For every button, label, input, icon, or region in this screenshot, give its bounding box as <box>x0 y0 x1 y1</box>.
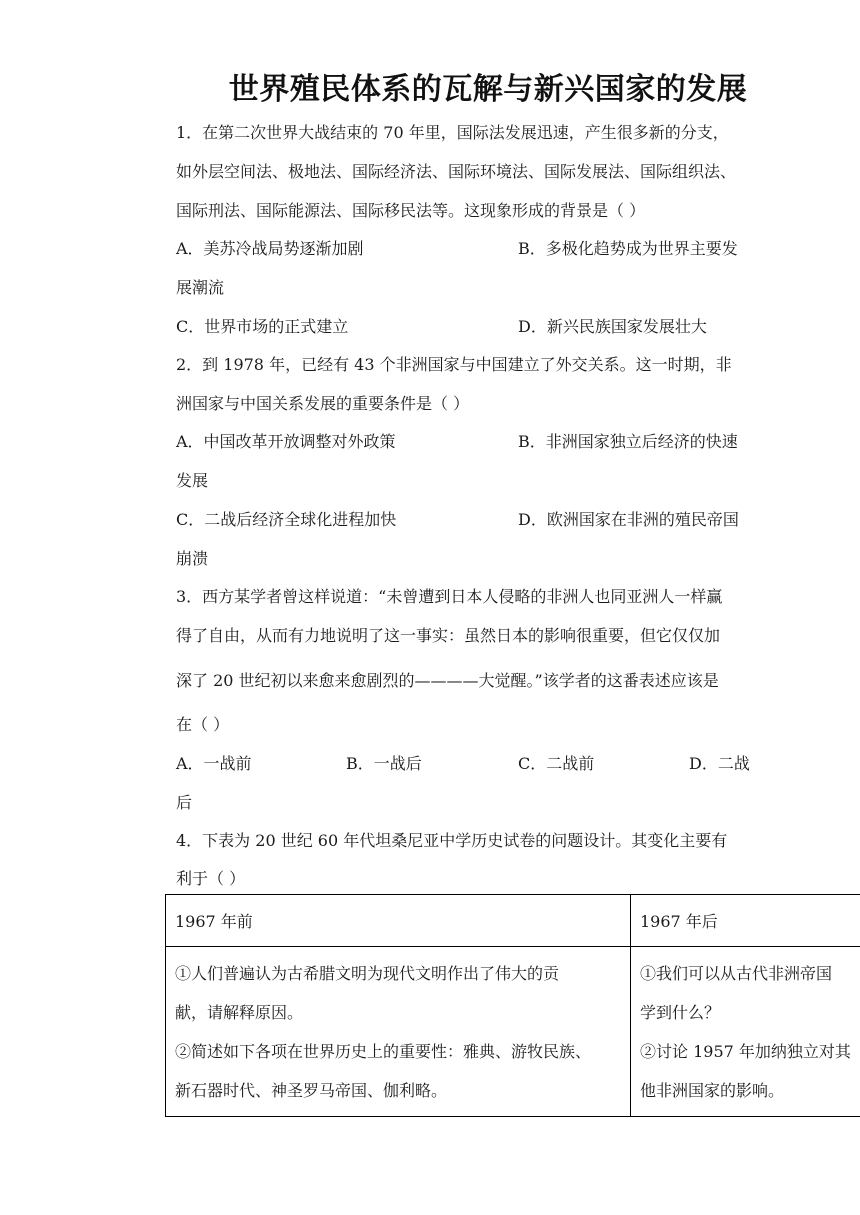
question-3-option-c: C．二战前 <box>518 754 595 773</box>
question-3-line-4: 在（ ） <box>176 715 230 734</box>
table-cell-line: 新石器时代、神圣罗马帝国、伽利略。 <box>175 1081 448 1100</box>
question-2-option-d: D．欧洲国家在非洲的殖民帝国 <box>518 510 739 529</box>
table-row <box>166 947 860 1117</box>
comparison-table <box>165 894 860 1117</box>
question-2-option-d-continued: 崩溃 <box>176 549 209 568</box>
question-3-line-2: 得了自由，从而有力地说明了这一事实：虽然日本的影响很重要，但它仅仅加 <box>176 626 721 645</box>
question-3-option-a: A．一战前 <box>176 754 252 773</box>
document-title: 世界殖民体系的瓦解与新兴国家的发展 <box>228 72 748 107</box>
table-header-before-1967: 1967 年前 <box>166 895 631 947</box>
question-1-option-c: C．世界市场的正式建立 <box>176 317 349 336</box>
question-1-option-b: B．多极化趋势成为世界主要发 <box>518 239 738 258</box>
table-cell-line: 他非洲国家的影响。 <box>640 1081 785 1100</box>
question-3-line-1: 3．西方某学者曾这样说道：“未曾遭到日本人侵略的非洲人也同亚洲人一样赢 <box>176 587 723 606</box>
table-cell-after-1967 <box>631 947 860 1117</box>
table-cell-line: ②讨论 1957 年加纳独立对其 <box>640 1042 851 1061</box>
table-cell-line: 学到什么？ <box>640 1003 721 1022</box>
question-3-option-b: B．一战后 <box>346 754 422 773</box>
question-3-option-d-continued: 后 <box>176 793 193 812</box>
question-4-line-1: 4．下表为 20 世纪 60 年代坦桑尼亚中学历史试卷的问题设计。其变化主要有 <box>176 831 728 850</box>
question-3-line-3: 深了 20 世纪初以来愈来愈剧烈的————大觉醒。”该学者的这番表述应该是 <box>176 671 719 690</box>
table-cell-line: ①我们可以从古代非洲帝国 <box>640 964 833 983</box>
table-header-after-1967: 1967 年后 <box>631 895 860 947</box>
question-1-line-2: 如外层空间法、极地法、国际经济法、国际环境法、国际发展法、国际组织法、 <box>176 162 737 181</box>
table-header-row <box>166 895 860 947</box>
question-1-option-b-continued: 展潮流 <box>176 278 225 297</box>
table-cell-before-1967 <box>166 947 631 1117</box>
table-cell-line: ①人们普遍认为古希腊文明为现代文明作出了伟大的贡 <box>175 964 560 983</box>
question-1-line-3: 国际刑法、国际能源法、国际移民法等。这现象形成的背景是（ ） <box>176 201 646 220</box>
question-1-option-d: D．新兴民族国家发展壮大 <box>518 317 707 336</box>
question-2-line-1: 2．到 1978 年，已经有 43 个非洲国家与中国建立了外交关系。这一时期，非 <box>176 355 732 374</box>
question-1-option-a: A．美苏冷战局势逐渐加剧 <box>176 239 364 258</box>
table-cell-line: 献，请解释原因。 <box>175 1003 304 1022</box>
table-cell-line: ②简述如下各项在世界历史上的重要性：雅典、游牧民族、 <box>175 1042 592 1061</box>
question-2-option-b: B．非洲国家独立后经济的快速 <box>518 432 738 451</box>
question-2-line-2: 洲国家与中国关系发展的重要条件是（ ） <box>176 394 470 413</box>
question-4-line-2: 利于（ ） <box>176 869 246 888</box>
question-3-option-d: D．二战 <box>689 754 750 773</box>
question-2-option-a: A．中国改革开放调整对外政策 <box>176 432 396 451</box>
question-2-option-c: C．二战后经济全球化进程加快 <box>176 510 397 529</box>
question-1-line-1: 1．在第二次世界大战结束的 70 年里，国际法发展迅速，产生很多新的分支， <box>176 123 729 142</box>
question-2-option-b-continued: 发展 <box>176 471 209 490</box>
